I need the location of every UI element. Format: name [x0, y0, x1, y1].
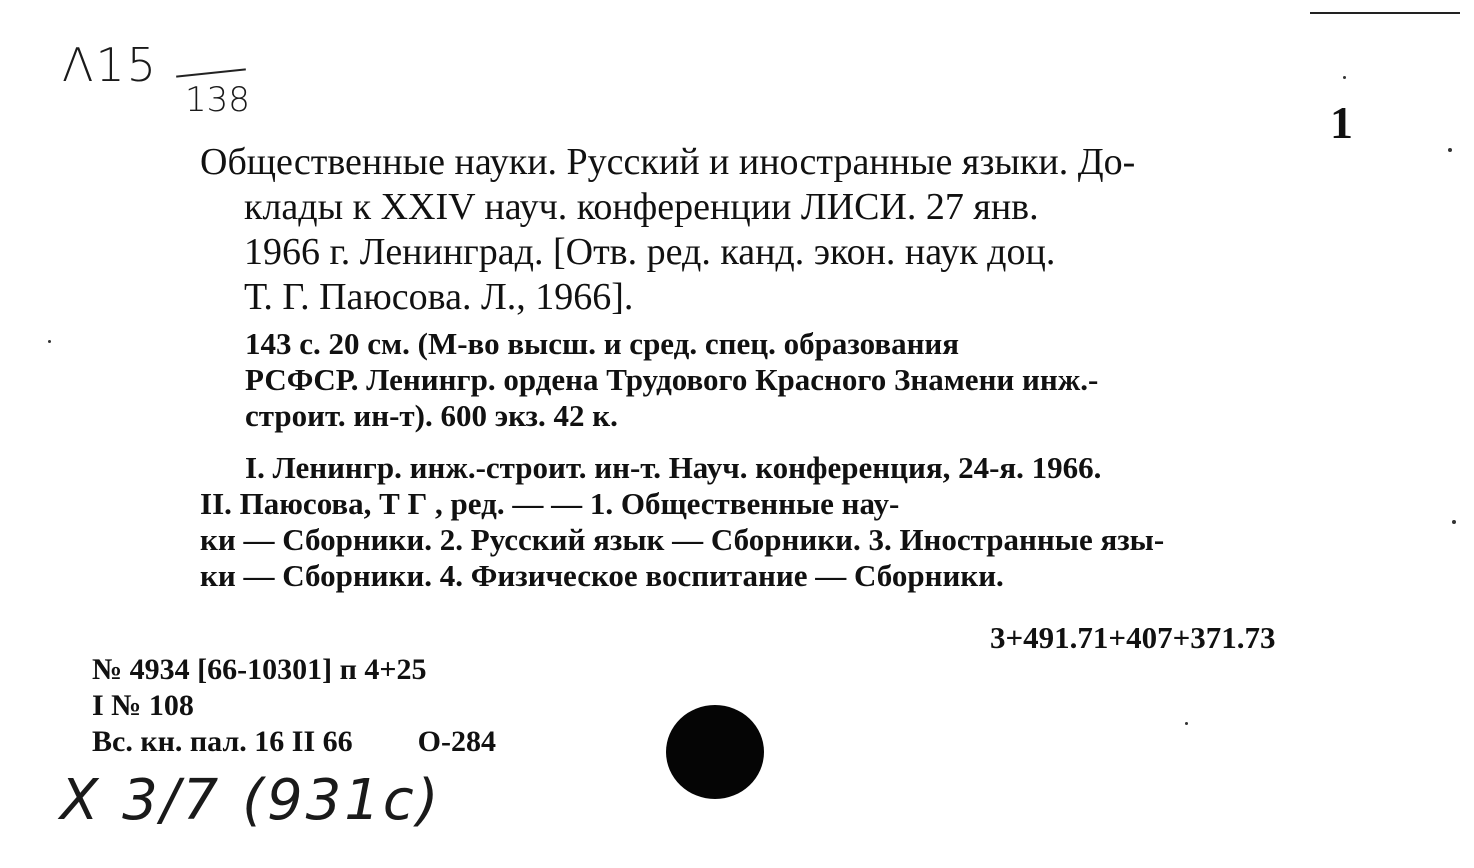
collation-line: РСФСР. Ленингр. ордена Трудового Красного Знамени инж.-: [245, 362, 1099, 397]
tracing-line: I. Ленингр. инж.-строит. ин-т. Науч. конференция, 24-я. 1966.: [245, 450, 1102, 485]
ink-blot: [666, 705, 764, 799]
tracing-line: ки — Сборники. 2. Русский язык — Сборники. 3. Иностранные язы-: [200, 522, 1165, 557]
handwritten-shelf-mark: Λ15: [62, 38, 159, 92]
classification-number: 3+491.71+407+371.73: [990, 620, 1276, 655]
collation-line: 143 с. 20 см. (М-во высш. и сред. спец. образования: [245, 326, 960, 361]
meta-code: О-284: [417, 725, 496, 758]
card-meta: [92, 652, 496, 760]
title-line: 1966 г. Ленинград. [Отв. ред. канд. экон. наук доц.: [244, 231, 1056, 273]
collation-block: [245, 326, 1363, 434]
collation-line: строит. ин-т). 600 экз. 42 к.: [245, 398, 618, 433]
handwritten-shelf-underline: [176, 68, 246, 77]
scan-speck: [1343, 76, 1346, 79]
scan-speck: [1185, 722, 1188, 725]
card-number: 1: [1330, 97, 1353, 148]
scan-speck: [48, 340, 51, 343]
meta-number-line: I № 108: [92, 689, 194, 722]
meta-chamber-date: Вс. кн. пал. 16 II 66: [92, 725, 353, 758]
top-rule: [1310, 12, 1460, 14]
scan-speck: [1452, 520, 1456, 524]
scan-speck: [1448, 148, 1452, 152]
handwritten-shelf-sub: 138: [185, 80, 250, 120]
tracings-block: [200, 450, 1365, 594]
title-line: Общественные науки. Русский и иностранные языки. До-: [200, 141, 1136, 183]
title-block: [200, 140, 1362, 320]
handwritten-bottom-note: Х 3/7 (931с): [60, 768, 442, 833]
meta-order-line: № 4934 [66-10301] п 4+25: [92, 653, 427, 686]
title-line: Т. Г. Паюсова. Л., 1966].: [244, 276, 634, 318]
title-line: клады к XXIV науч. конференции ЛИСИ. 27 янв.: [244, 186, 1039, 228]
meta-chamber-line: [92, 724, 496, 760]
tracing-line: II. Паюсова, Т Г , ред. — — 1. Общественные нау-: [200, 486, 900, 521]
tracing-line: ки — Сборники. 4. Физическое воспитание — Сборники.: [200, 558, 1004, 593]
